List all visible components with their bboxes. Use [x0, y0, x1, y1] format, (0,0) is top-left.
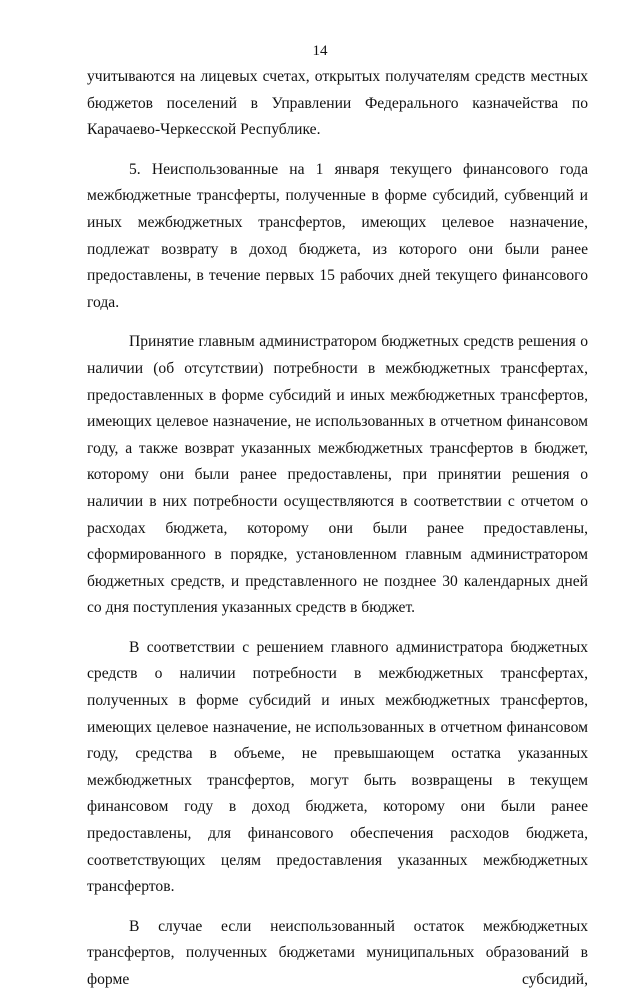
paragraph-return: В соответствии с решением главного администратора бюджетных средств о наличии потребности в межбюджетных трансфертах, полученных в форме субсидий и иных межбюджетных трансфертов, имеющих целевое назначение, не использованных в отчетном финансовом году, средства в объеме, не превышающем остатка указанных межбюджетных трансфертов, могут быть возвращены в текущем финансовом году в доход бюджета, которому они были ранее предоставлены, для финансового обеспечения расходов бюджета, соответствующих целям предоставления указанных межбюджетных трансфертов. [87, 638, 588, 896]
paragraph-item-5: 5. Неиспользованные на 1 января текущего финансового года межбюджетные трансферты, полученные в форме субсидий, субвенций и иных межбюджетных трансфертов, имеющих целевое назначение, подлежат возврату в доход бюджета, из которого они были ранее предоставлены, в течение первых 15 рабочих дней текущего финансового года. [87, 160, 588, 311]
paragraph-continuation: учитываются на лицевых счетах, открытых получателям средств местных бюджетов поселений в Управлении Федерального казначейства по Карачаево-Черкесской Республике. [87, 68, 588, 139]
paragraph-decision: Принятие главным администратором бюджетных средств решения о наличии (об отсутствии) потребности в межбюджетных трансфертах, предоставленных в форме субсидий и иных межбюджетных трансфертов, имеющих целевое назначение, не использованных в отчетном финансовом году, а также возврат указанных межбюджетных трансфертов в бюджет, которому они были ранее предоставлены, при принятии решения о наличии в них потребности осуществляются в соответствии с отчетом о расходах бюджета, которому они были ранее предоставлены, сформированного в порядке, установленном главным администратором бюджетных средств, и представленного не позднее 30 календарных дней со дня поступления указанных средств в бюджет. [87, 333, 588, 617]
paragraph-unused-remainder: В случае если неиспользованный остаток межбюджетных трансфертов, полученных бюджетами муниципальных образований в форме субсидий, [87, 917, 588, 988]
page-number: 14 [312, 43, 328, 59]
document-body [87, 64, 588, 994]
